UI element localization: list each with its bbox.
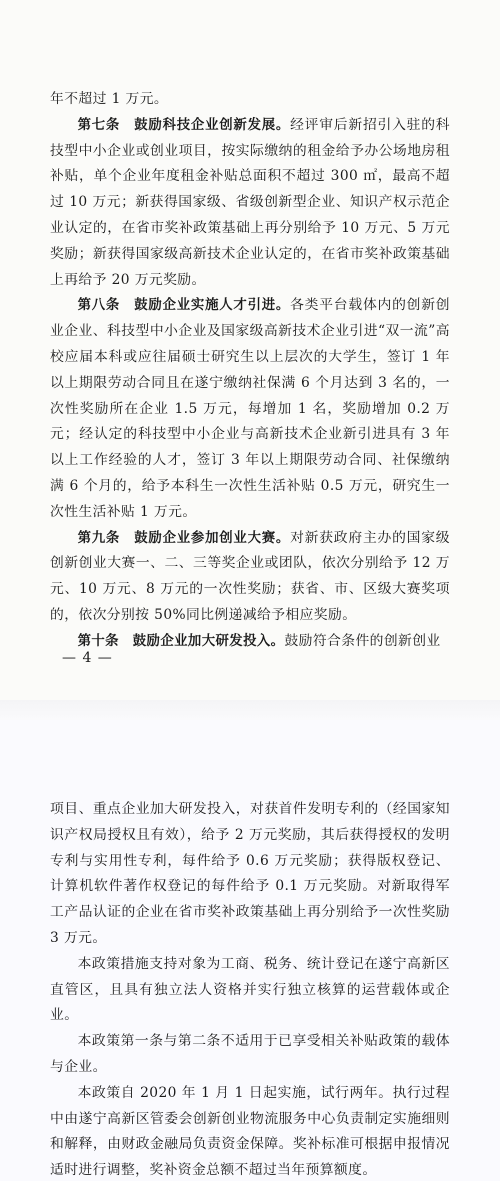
article-8-body: 各类平台载体内的创新创业企业、科技型中小企业及国家级高新技术企业引进“双一流”高校应届本科或应往届硕士研究生以上层次的大学生，签订 1 年以上期限劳动合同且在遂宁缴纳社保满 6 个月达到 3 名的，一次性奖励所在企业 1.5 万元，每增加 1 名，奖励增加 0.2 万元；经认定的科技型中小企业与高新技术企业新引进具有 3 年以上工作经验的人才，签订 3 年以上期限劳动合同、社保缴纳满 6 个月的，给予本科生一次性生活补贴 0.5 万元，研究生一次性生活补贴 1 万元。 — [50, 297, 451, 520]
page-4-text — [50, 87, 450, 655]
page-5-text — [50, 797, 450, 1181]
article-8-heading: 第八条 鼓励企业实施人才引进。 — [77, 298, 291, 314]
article-10-heading: 第十条 鼓励企业加大研发投入。 — [77, 633, 285, 649]
page-separator — [0, 700, 500, 720]
article-10-body: 鼓励符合条件的创新创业 — [284, 632, 441, 649]
document-page-5 — [0, 720, 500, 1181]
article-7 — [50, 113, 450, 294]
article-9-heading: 第九条 鼓励企业参加创业大赛。 — [77, 530, 291, 546]
lead-fragment: 年不超过 1 万元。 — [50, 91, 169, 107]
policy-scope-paragraph: 本政策措施支持对象为工商、税务、统计登记在遂宁高新区直管区，且具有独立法人资格并实行独立核算的运营载体或企业。 — [50, 955, 450, 1024]
article-10-continuation: 项目、重点企业加大研发投入，对获首件发明专利的（经国家知识产权局授权且有效），给予 2 万元奖励，其后获得授权的发明专利与实用性专利，每件给予 0.6 万元奖励；获得版权登记、计算机软件著作权登记的每件给予 0.1 万元奖励。对新取得军工产品认证的企业在省市奖补政策基础上再分别给予一次性奖励 3 万元。 — [50, 801, 450, 946]
article-9-body: 对新获政府主办的国家级创新创业大赛一、二、三等奖企业或团队，依次分别给予 12 万元、10 万元、8 万元的一次性奖励；获省、市、区级大赛奖项的，依次分别按 50%同比例递减给予相应奖励。 — [50, 529, 451, 623]
article-7-body: 经评审后新招引入驻的科技型中小企业或创业项目，按实际缴纳的租金给予办公场地房租补贴，单个企业年度租金补贴总面积不超过 300 ㎡，最高不超过 10 万元；新获得国家级、省级创新型企业、知识产权示范企业认定的，在省市奖补政策基础上再分别给予 10 万元、5 万元奖励；新获得国家级高新技术企业认定的，在省市奖补政策基础上再给予 20 万元奖励。 — [50, 116, 451, 288]
article-8 — [50, 293, 450, 525]
policy-effective-paragraph: 本政策自 2020 年 1 月 1 日起实施，试行两年。执行过程中由遂宁高新区管委会创新创业物流服务中心负责制定实施细则和解释，由财政金融局负责资金保障。奖补标准可根据申报情况适时进行调整，奖补资金总额不超过当年预算额度。 — [50, 1084, 450, 1179]
article-9 — [50, 526, 450, 629]
article-7-heading: 第七条 鼓励科技企业创新发展。 — [77, 117, 291, 133]
page-number: — 4 — — [62, 650, 113, 666]
policy-exclusion-paragraph: 本政策第一条与第二条不适用于已享受相关补贴政策的载体与企业。 — [50, 1033, 450, 1075]
